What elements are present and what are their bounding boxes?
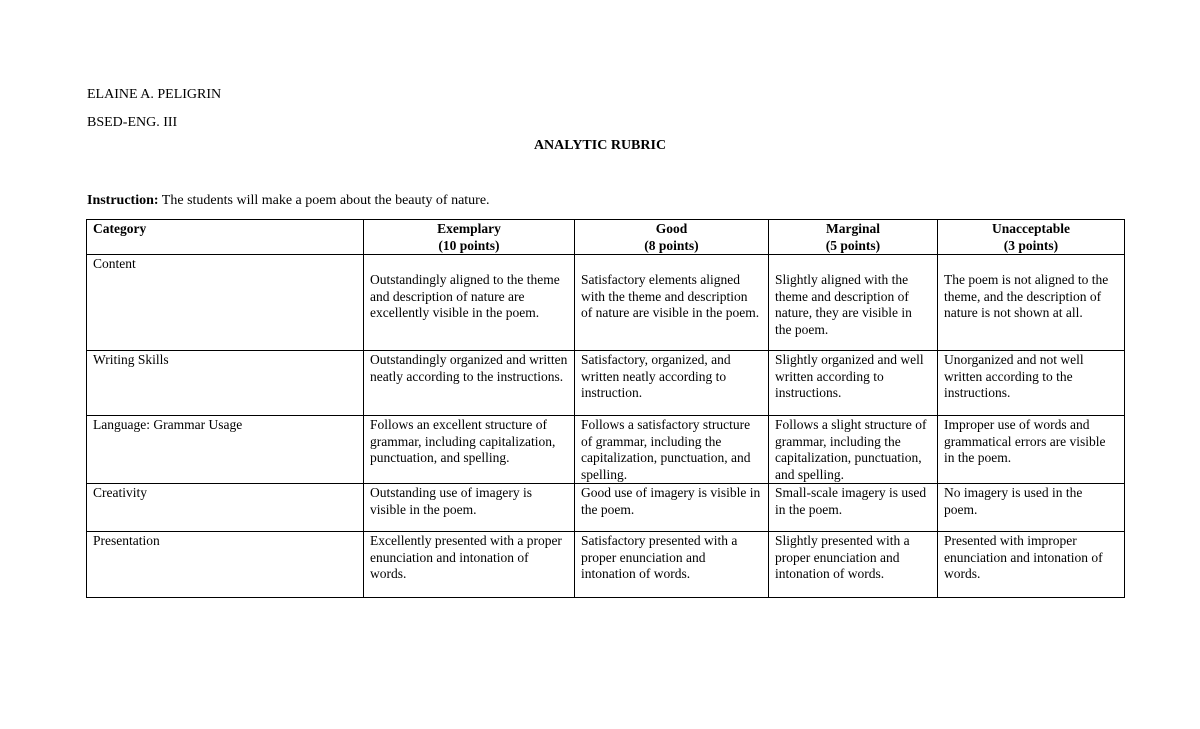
cell-good: Satisfactory presented with a proper enunciation and intonation of words.: [575, 532, 769, 598]
table-row: [87, 484, 1125, 532]
rubric-table: [86, 219, 1125, 598]
instruction-text: The students will make a poem about the beauty of nature.: [158, 193, 490, 208]
table-row: [87, 416, 1125, 484]
cell-marginal: Small-scale imagery is used in the poem.: [769, 484, 938, 532]
row-category: Presentation: [87, 532, 364, 598]
instruction-label: Instruction:: [87, 193, 159, 208]
cell-unacceptable: No imagery is used in the poem.: [938, 484, 1125, 532]
header-category: Category: [87, 220, 364, 255]
cell-good: Satisfactory, organized, and written neatly according to instruction.: [575, 351, 769, 416]
cell-exemplary: Outstanding use of imagery is visible in the poem.: [364, 484, 575, 532]
course-label: BSED-ENG. III: [87, 115, 178, 130]
table-row: [87, 351, 1125, 416]
cell-exemplary: Outstandingly aligned to the theme and description of nature are excellently visible in the poem.: [364, 255, 575, 351]
page-title: ANALYTIC RUBRIC: [533, 138, 667, 153]
table-row: [87, 532, 1125, 598]
cell-marginal: Slightly aligned with the theme and description of nature, they are visible in the poem.: [769, 255, 938, 351]
row-category: Writing Skills: [87, 351, 364, 416]
cell-marginal: Follows a slight structure of grammar, including the capitalization, punctuation, and spelling.: [769, 416, 938, 484]
author-name: ELAINE A. PELIGRIN: [87, 87, 222, 102]
header-exemplary: Exemplary (10 points): [364, 220, 575, 255]
cell-good: Follows a satisfactory structure of grammar, including the capitalization, punctuation, and spelling.: [575, 416, 769, 484]
header-unacceptable: Unacceptable (3 points): [938, 220, 1125, 255]
row-category: Language: Grammar Usage: [87, 416, 364, 484]
cell-exemplary: Excellently presented with a proper enunciation and intonation of words.: [364, 532, 575, 598]
cell-unacceptable: The poem is not aligned to the theme, and the description of nature is not shown at all.: [938, 255, 1125, 351]
table-header-row: [87, 220, 1125, 255]
cell-unacceptable: Unorganized and not well written according to the instructions.: [938, 351, 1125, 416]
cell-marginal: Slightly presented with a proper enunciation and intonation of words.: [769, 532, 938, 598]
cell-good: Satisfactory elements aligned with the theme and description of nature are visible in the poem.: [575, 255, 769, 351]
row-category: Content: [87, 255, 364, 351]
instruction-line: [87, 193, 490, 209]
header-marginal: Marginal (5 points): [769, 220, 938, 255]
cell-unacceptable: Improper use of words and grammatical errors are visible in the poem.: [938, 416, 1125, 484]
cell-unacceptable: Presented with improper enunciation and intonation of words.: [938, 532, 1125, 598]
table-row: [87, 255, 1125, 351]
cell-exemplary: Follows an excellent structure of grammar, including capitalization, punctuation, and spelling.: [364, 416, 575, 484]
cell-good: Good use of imagery is visible in the poem.: [575, 484, 769, 532]
header-good: Good (8 points): [575, 220, 769, 255]
cell-exemplary: Outstandingly organized and written neatly according to the instructions.: [364, 351, 575, 416]
row-category: Creativity: [87, 484, 364, 532]
cell-marginal: Slightly organized and well written according to instructions.: [769, 351, 938, 416]
